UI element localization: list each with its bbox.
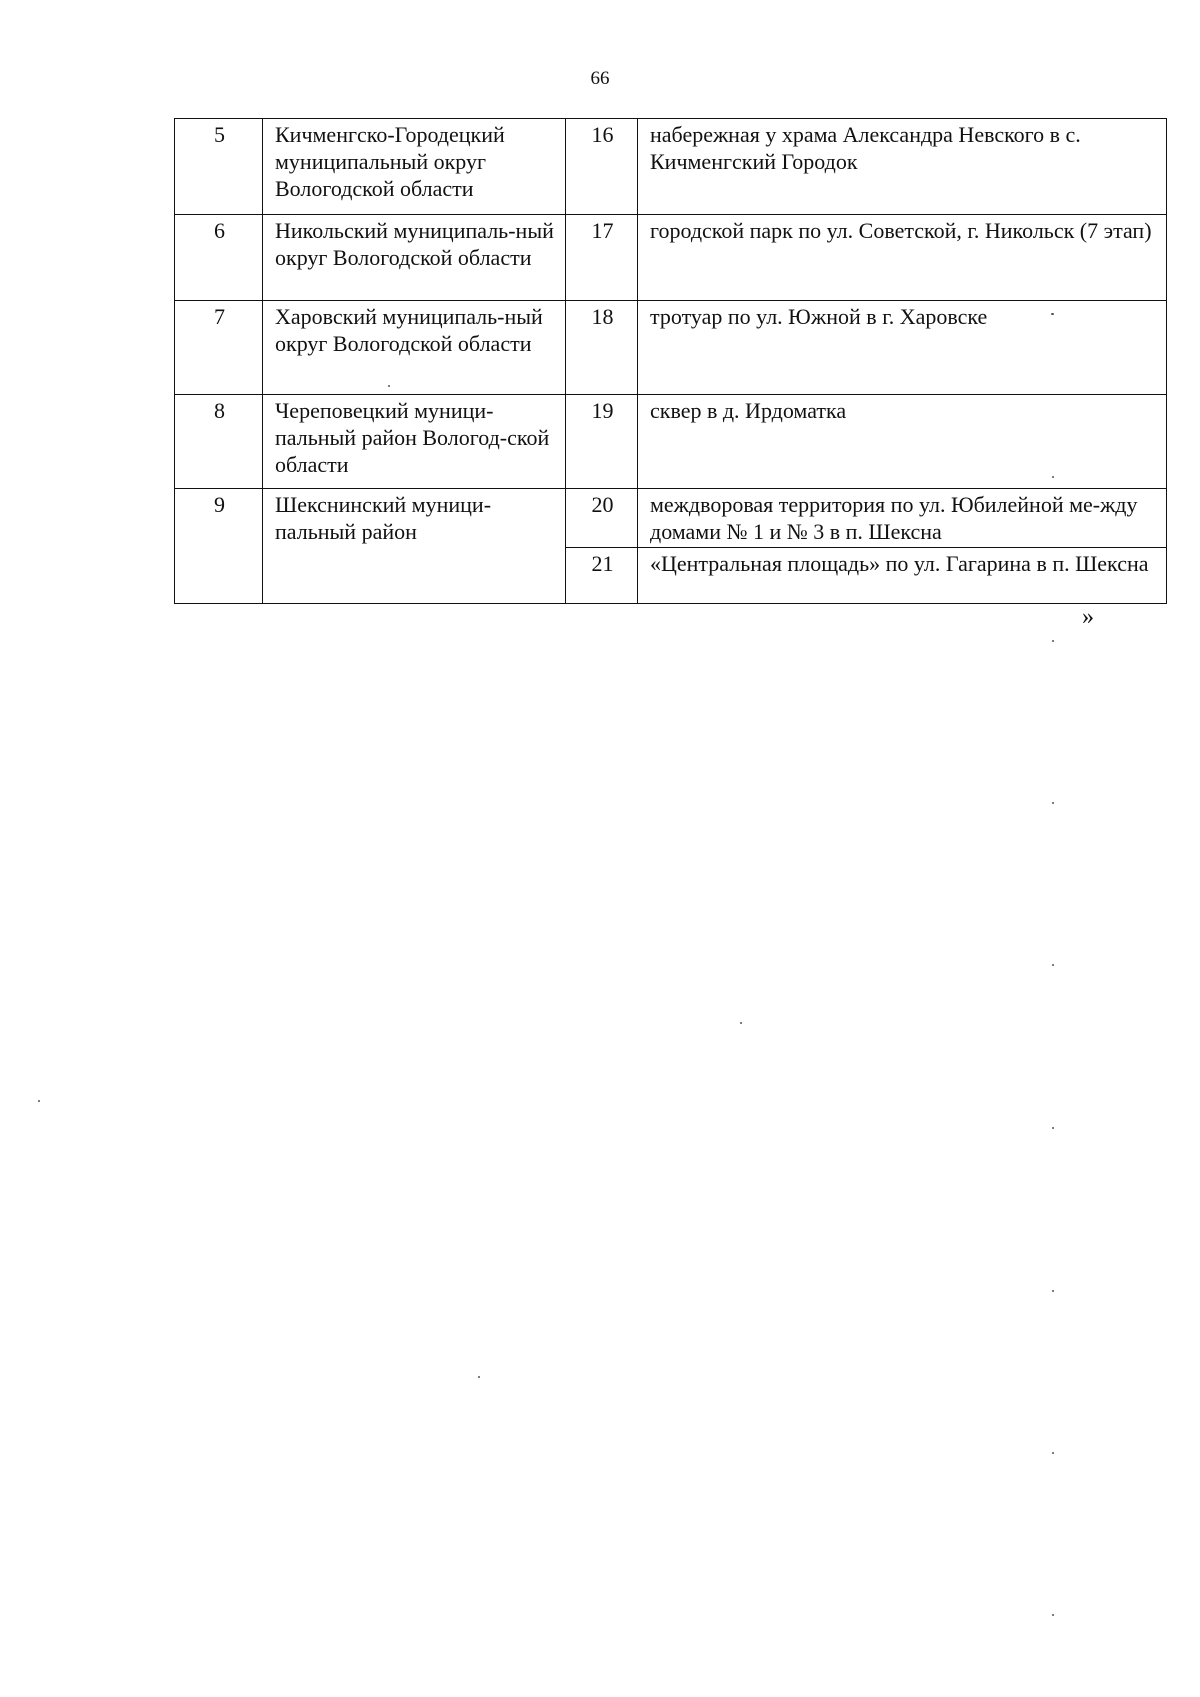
- scan-speck: [1052, 1127, 1054, 1129]
- scan-speck: [1052, 964, 1054, 966]
- row-number: 5: [175, 119, 263, 215]
- object-description: междворовая территория по ул. Юбилейной ме-жду домами № 1 и № 3 в п. Шексна: [638, 489, 1167, 548]
- scan-speck: [1052, 476, 1054, 478]
- table-row: [175, 489, 1167, 548]
- objects-table: [174, 118, 1167, 604]
- district-name: Харовский муниципаль-ный округ Вологодской области: [263, 301, 566, 395]
- row-number: 7: [175, 301, 263, 395]
- object-number: 21: [566, 548, 638, 604]
- object-number: 17: [566, 215, 638, 301]
- row-number: 9: [175, 489, 263, 604]
- scan-speck: [478, 1376, 480, 1378]
- object-number: 16: [566, 119, 638, 215]
- table-row: [175, 215, 1167, 301]
- scan-speck: [1052, 1452, 1054, 1454]
- scan-speck: [1052, 1290, 1054, 1292]
- table-row: [175, 395, 1167, 489]
- closing-quote: »: [1082, 604, 1094, 630]
- object-description: сквер в д. Ирдоматка: [638, 395, 1167, 489]
- scan-speck: [1052, 1614, 1054, 1616]
- scan-speck: [38, 1100, 40, 1102]
- row-number: 6: [175, 215, 263, 301]
- page-number: 66: [590, 68, 610, 89]
- scan-speck: [388, 385, 390, 387]
- district-name: Никольский муниципаль-ный округ Вологодской области: [263, 215, 566, 301]
- scan-speck: [1052, 640, 1054, 642]
- scan-speck: [1052, 802, 1054, 804]
- object-number: 18: [566, 301, 638, 395]
- object-description: «Центральная площадь» по ул. Гагарина в п. Шексна: [638, 548, 1167, 604]
- district-name: Кичменгско-Городецкий муниципальный округ Вологодской области: [263, 119, 566, 215]
- object-description: набережная у храма Александра Невского в с. Кичменгский Городок: [638, 119, 1167, 215]
- row-number: 8: [175, 395, 263, 489]
- object-description: тротуар по ул. Южной в г. Харовске: [638, 301, 1167, 395]
- district-name: Череповецкий муници-пальный район Вологод-ской области: [263, 395, 566, 489]
- scan-speck: [740, 1022, 742, 1024]
- object-number: 20: [566, 489, 638, 548]
- district-name: Шекснинский муници-пальный район: [263, 489, 566, 604]
- object-number: 19: [566, 395, 638, 489]
- scan-speck: [1051, 313, 1054, 315]
- table-row: [175, 119, 1167, 215]
- object-description: городской парк по ул. Советской, г. Никольск (7 этап): [638, 215, 1167, 301]
- table-row: [175, 301, 1167, 395]
